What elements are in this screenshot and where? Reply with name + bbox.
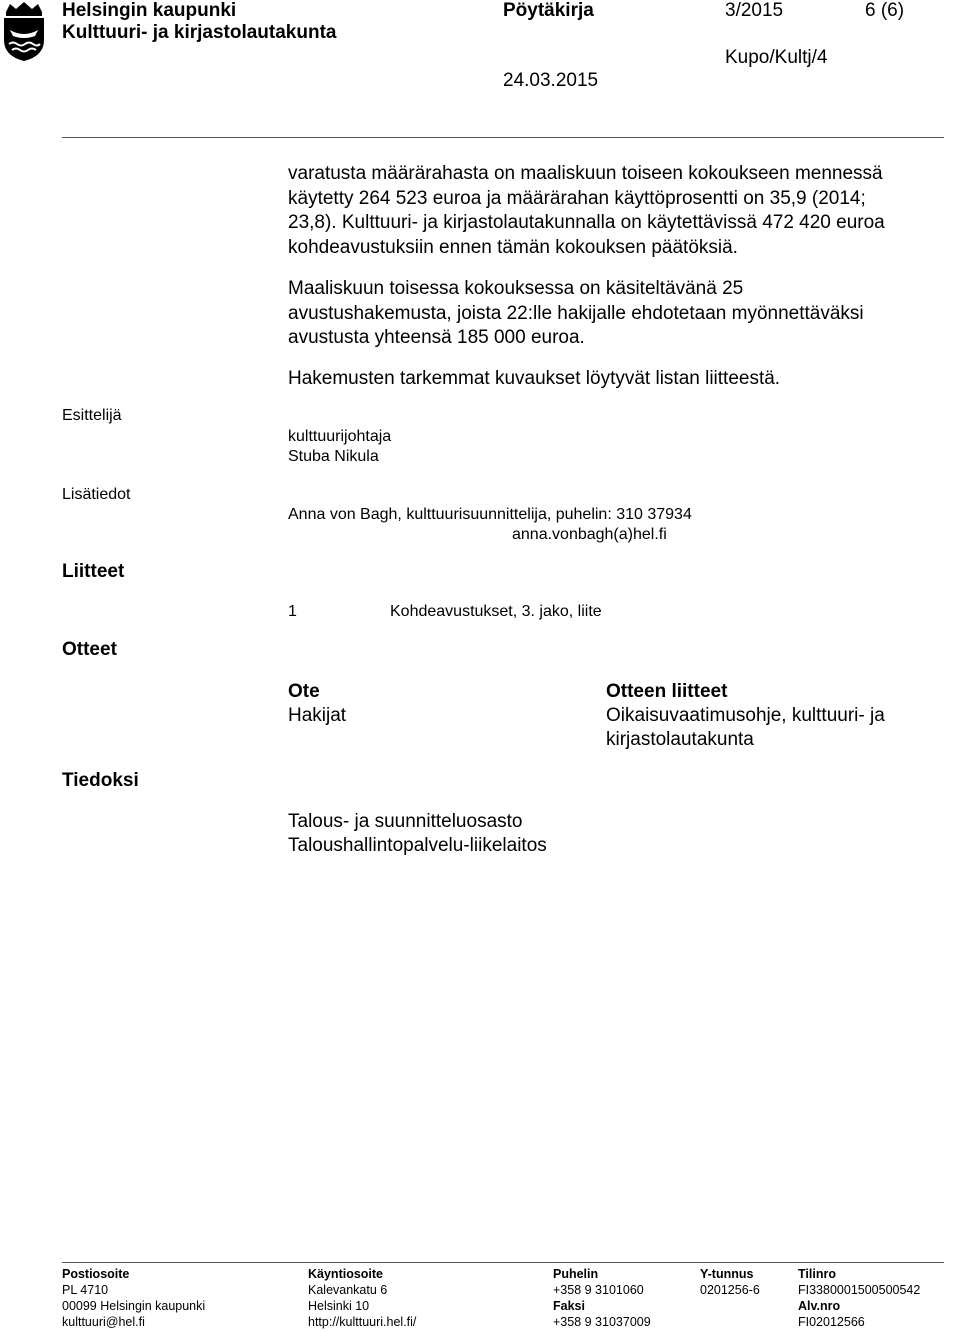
page-number: 6 (6) [865,0,905,21]
document-number: 3/2015 [725,0,784,21]
footer-value: FI02012566 [798,1315,865,1329]
footer-label: Postiosoite [62,1267,130,1281]
contact-email: anna.vonbagh(a)hel.fi [512,526,667,543]
footer-value: kulttuuri@hel.fi [62,1315,145,1329]
footer-postal [62,1266,205,1330]
paragraph-details: Hakemusten tarkemmat kuvaukset löytyvät listan liitteestä. [288,368,781,389]
footer-value: Helsinki 10 [308,1299,370,1313]
header-divider [62,137,944,138]
paragraph-line: avustusta yhteensä 185 000 euroa. [288,327,585,348]
footer-value: 00099 Helsingin kaupunki [62,1299,206,1313]
footer-account [798,1266,920,1330]
footer-label: Alv.nro [798,1299,841,1313]
paragraph-line: 23,8). Kulttuuri- ja kirjastolautakunnalla on käytettävissä 472 420 euroa [288,212,885,233]
footer-label: Käyntiosoite [308,1267,384,1281]
paragraph-appropriation [288,162,885,260]
for-info-recipient: Talous- ja suunnitteluosasto [288,811,523,832]
paragraph-line: käytetty 264 523 euroa ja määrärahan käyttöprosentti on 35,9 (2014; [288,187,866,209]
footer-value: Kalevankatu 6 [308,1283,388,1297]
excerpt-heading: Ote [288,681,320,702]
excerpt-recipient: Hakijat [288,705,347,726]
footer-value: +358 9 3101060 [553,1283,644,1297]
footer-business-id [700,1266,760,1298]
helsinki-coat-of-arms-logo [0,0,48,62]
footer-phone [553,1266,651,1330]
footer-visiting [308,1266,416,1330]
paragraph-applications [288,277,864,351]
label-presenter: Esittelijä [62,407,122,424]
excerpt-attachments-heading: Otteen liitteet [606,681,728,702]
footer-value: http://kulttuuri.hel.fi/ [308,1315,417,1329]
label-attachments: Liitteet [62,561,125,582]
paragraph-line: varatusta määrärahasta on maaliskuun toiseen kokoukseen mennessä [288,163,883,184]
paragraph-line: kohdeavustuksiin ennen tämän kokouksen päätöksiä. [288,236,738,258]
footer-label: Tilinro [798,1267,836,1281]
paragraph-line: avustushakemusta, joista 22:lle hakijalle ehdotetaan myönnettäväksi [288,302,864,324]
footer-value: +358 9 31037009 [553,1315,651,1329]
footer-value: 0201256-6 [700,1283,760,1297]
excerpt-attachment-line: kirjastolautakunta [606,729,754,750]
document-type: Pöytäkirja [503,0,594,21]
label-excerpts: Otteet [62,639,117,660]
meeting-date: 24.03.2015 [503,70,599,91]
footer-label: Puhelin [553,1267,599,1281]
presenter-name: Stuba Nikula [288,448,379,465]
for-info-recipient: Taloushallintopalvelu-liikelaitos [288,835,547,856]
paragraph-line: Maaliskuun toisessa kokouksessa on käsiteltävänä 25 [288,278,744,299]
organization-name: Helsingin kaupunki [62,0,237,21]
footer-label: Faksi [553,1299,585,1313]
footer-label: Y-tunnus [700,1267,754,1281]
board-name: Kulttuuri- ja kirjastolautakunta [62,22,337,43]
attachment-title: Kohdeavustukset, 3. jako, liite [390,603,602,620]
excerpt-attachment-line: Oikaisuvaatimusohje, kulttuuri- ja [606,705,885,726]
contact-person: Anna von Bagh, kulttuurisuunnittelija, puhelin: 310 37934 [288,506,692,523]
label-for-info: Tiedoksi [62,770,139,791]
label-more-info: Lisätiedot [62,486,131,503]
reference-code: Kupo/Kultj/4 [725,47,828,68]
footer-divider [62,1262,944,1263]
presenter-title: kulttuurijohtaja [288,428,392,445]
footer-value: PL 4710 [62,1283,109,1297]
footer-value: FI3380001500500542 [798,1283,921,1297]
attachment-number: 1 [288,603,297,620]
